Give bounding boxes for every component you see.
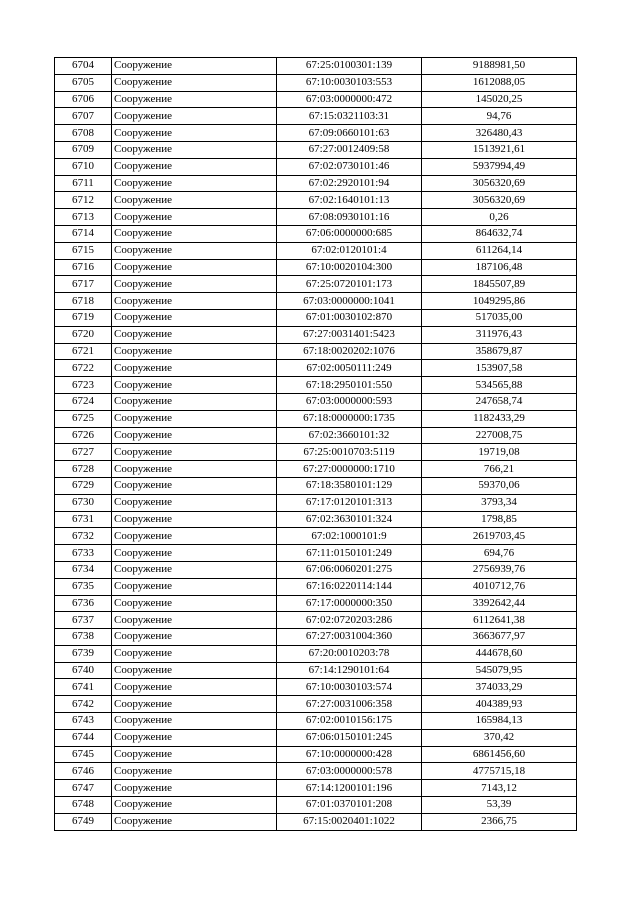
- table-row: [55, 461, 577, 478]
- cadastral-value-cell: 358679,87: [422, 343, 577, 360]
- object-type-cell: Сооружение: [112, 662, 277, 679]
- row-number-cell: 6744: [55, 729, 112, 746]
- object-type-cell: Сооружение: [112, 780, 277, 797]
- object-type-cell: Сооружение: [112, 343, 277, 360]
- row-number-cell: 6746: [55, 763, 112, 780]
- cadastral-number-cell: 67:25:0010703:5119: [277, 444, 422, 461]
- cadastral-value-cell: 247658,74: [422, 393, 577, 410]
- table-row: [55, 293, 577, 310]
- object-type-cell: Сооружение: [112, 141, 277, 158]
- cadastral-value-cell: 59370,06: [422, 477, 577, 494]
- cadastral-value-cell: 1845507,89: [422, 276, 577, 293]
- registry-table-body: [55, 58, 577, 831]
- row-number-cell: 6717: [55, 276, 112, 293]
- cadastral-number-cell: 67:03:0000000:593: [277, 393, 422, 410]
- row-number-cell: 6710: [55, 158, 112, 175]
- table-row: [55, 209, 577, 226]
- cadastral-value-cell: 1182433,29: [422, 410, 577, 427]
- cadastral-number-cell: 67:10:0030103:553: [277, 74, 422, 91]
- cadastral-value-cell: 2756939,76: [422, 561, 577, 578]
- cadastral-value-cell: 94,76: [422, 108, 577, 125]
- row-number-cell: 6743: [55, 713, 112, 730]
- cadastral-value-cell: 534565,88: [422, 377, 577, 394]
- object-type-cell: Сооружение: [112, 729, 277, 746]
- row-number-cell: 6712: [55, 192, 112, 209]
- cadastral-number-cell: 67:16:0220114:144: [277, 578, 422, 595]
- cadastral-value-cell: 3056320,69: [422, 175, 577, 192]
- cadastral-number-cell: 67:03:0000000:578: [277, 763, 422, 780]
- cadastral-value-cell: 9188981,50: [422, 58, 577, 75]
- cadastral-number-cell: 67:10:0020104:300: [277, 259, 422, 276]
- cadastral-number-cell: 67:14:1290101:64: [277, 662, 422, 679]
- cadastral-value-cell: 6112641,38: [422, 612, 577, 629]
- table-row: [55, 746, 577, 763]
- cadastral-value-cell: 0,26: [422, 209, 577, 226]
- cadastral-value-cell: 3793,34: [422, 494, 577, 511]
- cadastral-number-cell: 67:02:0730101:46: [277, 158, 422, 175]
- cadastral-value-cell: 165984,13: [422, 713, 577, 730]
- row-number-cell: 6714: [55, 225, 112, 242]
- cadastral-number-cell: 67:27:0012409:58: [277, 141, 422, 158]
- cadastral-number-cell: 67:17:0000000:350: [277, 595, 422, 612]
- cadastral-number-cell: 67:18:0000000:1735: [277, 410, 422, 427]
- table-row: [55, 444, 577, 461]
- cadastral-number-cell: 67:01:0370101:208: [277, 797, 422, 814]
- object-type-cell: Сооружение: [112, 293, 277, 310]
- object-type-cell: Сооружение: [112, 461, 277, 478]
- cadastral-value-cell: 864632,74: [422, 225, 577, 242]
- row-number-cell: 6718: [55, 293, 112, 310]
- object-type-cell: Сооружение: [112, 175, 277, 192]
- object-type-cell: Сооружение: [112, 797, 277, 814]
- cadastral-number-cell: 67:18:2950101:550: [277, 377, 422, 394]
- cadastral-value-cell: 766,21: [422, 461, 577, 478]
- cadastral-number-cell: 67:02:3660101:32: [277, 427, 422, 444]
- cadastral-number-cell: 67:27:0000000:1710: [277, 461, 422, 478]
- object-type-cell: Сооружение: [112, 511, 277, 528]
- object-type-cell: Сооружение: [112, 410, 277, 427]
- cadastral-number-cell: 67:25:0100301:139: [277, 58, 422, 75]
- object-type-cell: Сооружение: [112, 578, 277, 595]
- table-row: [55, 494, 577, 511]
- object-type-cell: Сооружение: [112, 545, 277, 562]
- table-row: [55, 612, 577, 629]
- table-row: [55, 410, 577, 427]
- cadastral-number-cell: 67:15:0321103:31: [277, 108, 422, 125]
- object-type-cell: Сооружение: [112, 561, 277, 578]
- cadastral-value-cell: 374033,29: [422, 679, 577, 696]
- object-type-cell: Сооружение: [112, 494, 277, 511]
- cadastral-value-cell: 1612088,05: [422, 74, 577, 91]
- row-number-cell: 6713: [55, 209, 112, 226]
- table-row: [55, 797, 577, 814]
- cadastral-value-cell: 3663677,97: [422, 629, 577, 646]
- row-number-cell: 6735: [55, 578, 112, 595]
- cadastral-number-cell: 67:02:0050111:249: [277, 360, 422, 377]
- cadastral-value-cell: 517035,00: [422, 309, 577, 326]
- property-registry-table: [54, 57, 577, 831]
- cadastral-number-cell: 67:17:0120101:313: [277, 494, 422, 511]
- object-type-cell: Сооружение: [112, 528, 277, 545]
- row-number-cell: 6720: [55, 326, 112, 343]
- table-row: [55, 343, 577, 360]
- table-row: [55, 242, 577, 259]
- row-number-cell: 6705: [55, 74, 112, 91]
- object-type-cell: Сооружение: [112, 125, 277, 142]
- row-number-cell: 6711: [55, 175, 112, 192]
- row-number-cell: 6719: [55, 309, 112, 326]
- cadastral-value-cell: 404389,93: [422, 696, 577, 713]
- cadastral-number-cell: 67:02:3630101:324: [277, 511, 422, 528]
- object-type-cell: Сооружение: [112, 813, 277, 830]
- cadastral-number-cell: 67:02:1000101:9: [277, 528, 422, 545]
- row-number-cell: 6706: [55, 91, 112, 108]
- cadastral-number-cell: 67:02:2920101:94: [277, 175, 422, 192]
- table-row: [55, 696, 577, 713]
- table-row: [55, 125, 577, 142]
- object-type-cell: Сооружение: [112, 158, 277, 175]
- cadastral-number-cell: 67:14:1200101:196: [277, 780, 422, 797]
- row-number-cell: 6707: [55, 108, 112, 125]
- table-row: [55, 259, 577, 276]
- cadastral-number-cell: 67:06:0060201:275: [277, 561, 422, 578]
- row-number-cell: 6731: [55, 511, 112, 528]
- object-type-cell: Сооружение: [112, 645, 277, 662]
- object-type-cell: Сооружение: [112, 209, 277, 226]
- cadastral-value-cell: 19719,08: [422, 444, 577, 461]
- cadastral-value-cell: 53,39: [422, 797, 577, 814]
- row-number-cell: 6734: [55, 561, 112, 578]
- row-number-cell: 6729: [55, 477, 112, 494]
- row-number-cell: 6726: [55, 427, 112, 444]
- cadastral-value-cell: 694,76: [422, 545, 577, 562]
- object-type-cell: Сооружение: [112, 74, 277, 91]
- object-type-cell: Сооружение: [112, 108, 277, 125]
- table-row: [55, 813, 577, 830]
- cadastral-number-cell: 67:02:0720203:286: [277, 612, 422, 629]
- cadastral-value-cell: 145020,25: [422, 91, 577, 108]
- row-number-cell: 6748: [55, 797, 112, 814]
- row-number-cell: 6747: [55, 780, 112, 797]
- row-number-cell: 6741: [55, 679, 112, 696]
- cadastral-value-cell: 545079,95: [422, 662, 577, 679]
- object-type-cell: Сооружение: [112, 259, 277, 276]
- object-type-cell: Сооружение: [112, 444, 277, 461]
- object-type-cell: Сооружение: [112, 276, 277, 293]
- object-type-cell: Сооружение: [112, 326, 277, 343]
- table-row: [55, 108, 577, 125]
- table-row: [55, 729, 577, 746]
- row-number-cell: 6715: [55, 242, 112, 259]
- row-number-cell: 6708: [55, 125, 112, 142]
- cadastral-value-cell: 444678,60: [422, 645, 577, 662]
- cadastral-value-cell: 2619703,45: [422, 528, 577, 545]
- object-type-cell: Сооружение: [112, 746, 277, 763]
- cadastral-value-cell: 3392642,44: [422, 595, 577, 612]
- cadastral-number-cell: 67:06:0150101:245: [277, 729, 422, 746]
- object-type-cell: Сооружение: [112, 309, 277, 326]
- table-row: [55, 763, 577, 780]
- table-row: [55, 679, 577, 696]
- cadastral-number-cell: 67:27:0031006:358: [277, 696, 422, 713]
- cadastral-number-cell: 67:03:0000000:472: [277, 91, 422, 108]
- cadastral-value-cell: 2366,75: [422, 813, 577, 830]
- cadastral-number-cell: 67:02:0010156:175: [277, 713, 422, 730]
- table-row: [55, 74, 577, 91]
- cadastral-number-cell: 67:15:0020401:1022: [277, 813, 422, 830]
- cadastral-number-cell: 67:10:0000000:428: [277, 746, 422, 763]
- row-number-cell: 6704: [55, 58, 112, 75]
- table-row: [55, 545, 577, 562]
- object-type-cell: Сооружение: [112, 629, 277, 646]
- row-number-cell: 6739: [55, 645, 112, 662]
- object-type-cell: Сооружение: [112, 360, 277, 377]
- cadastral-number-cell: 67:03:0000000:1041: [277, 293, 422, 310]
- cadastral-value-cell: 5937994,49: [422, 158, 577, 175]
- table-row: [55, 629, 577, 646]
- table-row: [55, 477, 577, 494]
- table-row: [55, 645, 577, 662]
- table-row: [55, 192, 577, 209]
- row-number-cell: 6738: [55, 629, 112, 646]
- cadastral-number-cell: 67:01:0030102:870: [277, 309, 422, 326]
- cadastral-value-cell: 326480,43: [422, 125, 577, 142]
- row-number-cell: 6730: [55, 494, 112, 511]
- cadastral-value-cell: 1513921,61: [422, 141, 577, 158]
- row-number-cell: 6749: [55, 813, 112, 830]
- row-number-cell: 6736: [55, 595, 112, 612]
- row-number-cell: 6721: [55, 343, 112, 360]
- row-number-cell: 6727: [55, 444, 112, 461]
- cadastral-number-cell: 67:02:0120101:4: [277, 242, 422, 259]
- object-type-cell: Сооружение: [112, 679, 277, 696]
- cadastral-value-cell: 370,42: [422, 729, 577, 746]
- cadastral-value-cell: 6861456,60: [422, 746, 577, 763]
- cadastral-number-cell: 67:09:0660101:63: [277, 125, 422, 142]
- table-row: [55, 360, 577, 377]
- cadastral-number-cell: 67:20:0010203:78: [277, 645, 422, 662]
- table-row: [55, 662, 577, 679]
- table-row: [55, 58, 577, 75]
- cadastral-value-cell: 7143,12: [422, 780, 577, 797]
- object-type-cell: Сооружение: [112, 763, 277, 780]
- object-type-cell: Сооружение: [112, 225, 277, 242]
- row-number-cell: 6723: [55, 377, 112, 394]
- table-row: [55, 511, 577, 528]
- table-row: [55, 326, 577, 343]
- object-type-cell: Сооружение: [112, 393, 277, 410]
- cadastral-number-cell: 67:27:0031004:360: [277, 629, 422, 646]
- row-number-cell: 6740: [55, 662, 112, 679]
- cadastral-number-cell: 67:11:0150101:249: [277, 545, 422, 562]
- table-row: [55, 377, 577, 394]
- table-row: [55, 780, 577, 797]
- cadastral-value-cell: 1049295,86: [422, 293, 577, 310]
- table-row: [55, 158, 577, 175]
- cadastral-value-cell: 187106,48: [422, 259, 577, 276]
- cadastral-value-cell: 1798,85: [422, 511, 577, 528]
- table-row: [55, 276, 577, 293]
- object-type-cell: Сооружение: [112, 377, 277, 394]
- row-number-cell: 6724: [55, 393, 112, 410]
- row-number-cell: 6728: [55, 461, 112, 478]
- cadastral-number-cell: 67:25:0720101:173: [277, 276, 422, 293]
- table-row: [55, 393, 577, 410]
- table-row: [55, 141, 577, 158]
- object-type-cell: Сооружение: [112, 58, 277, 75]
- cadastral-number-cell: 67:02:1640101:13: [277, 192, 422, 209]
- object-type-cell: Сооружение: [112, 595, 277, 612]
- table-row: [55, 175, 577, 192]
- cadastral-value-cell: 311976,43: [422, 326, 577, 343]
- table-row: [55, 225, 577, 242]
- cadastral-value-cell: 227008,75: [422, 427, 577, 444]
- row-number-cell: 6722: [55, 360, 112, 377]
- table-row: [55, 91, 577, 108]
- row-number-cell: 6732: [55, 528, 112, 545]
- object-type-cell: Сооружение: [112, 713, 277, 730]
- row-number-cell: 6742: [55, 696, 112, 713]
- cadastral-number-cell: 67:18:3580101:129: [277, 477, 422, 494]
- table-row: [55, 713, 577, 730]
- cadastral-number-cell: 67:08:0930101:16: [277, 209, 422, 226]
- table-row: [55, 578, 577, 595]
- cadastral-value-cell: 611264,14: [422, 242, 577, 259]
- row-number-cell: 6737: [55, 612, 112, 629]
- cadastral-number-cell: 67:18:0020202:1076: [277, 343, 422, 360]
- row-number-cell: 6725: [55, 410, 112, 427]
- cadastral-number-cell: 67:10:0030103:574: [277, 679, 422, 696]
- cadastral-number-cell: 67:06:0000000:685: [277, 225, 422, 242]
- object-type-cell: Сооружение: [112, 242, 277, 259]
- cadastral-value-cell: 3056320,69: [422, 192, 577, 209]
- cadastral-value-cell: 4010712,76: [422, 578, 577, 595]
- cadastral-value-cell: 153907,58: [422, 360, 577, 377]
- object-type-cell: Сооружение: [112, 477, 277, 494]
- table-row: [55, 595, 577, 612]
- object-type-cell: Сооружение: [112, 192, 277, 209]
- row-number-cell: 6733: [55, 545, 112, 562]
- table-row: [55, 561, 577, 578]
- cadastral-number-cell: 67:27:0031401:5423: [277, 326, 422, 343]
- object-type-cell: Сооружение: [112, 91, 277, 108]
- cadastral-value-cell: 4775715,18: [422, 763, 577, 780]
- table-row: [55, 427, 577, 444]
- row-number-cell: 6745: [55, 746, 112, 763]
- table-row: [55, 528, 577, 545]
- object-type-cell: Сооружение: [112, 696, 277, 713]
- object-type-cell: Сооружение: [112, 612, 277, 629]
- row-number-cell: 6709: [55, 141, 112, 158]
- row-number-cell: 6716: [55, 259, 112, 276]
- table-row: [55, 309, 577, 326]
- object-type-cell: Сооружение: [112, 427, 277, 444]
